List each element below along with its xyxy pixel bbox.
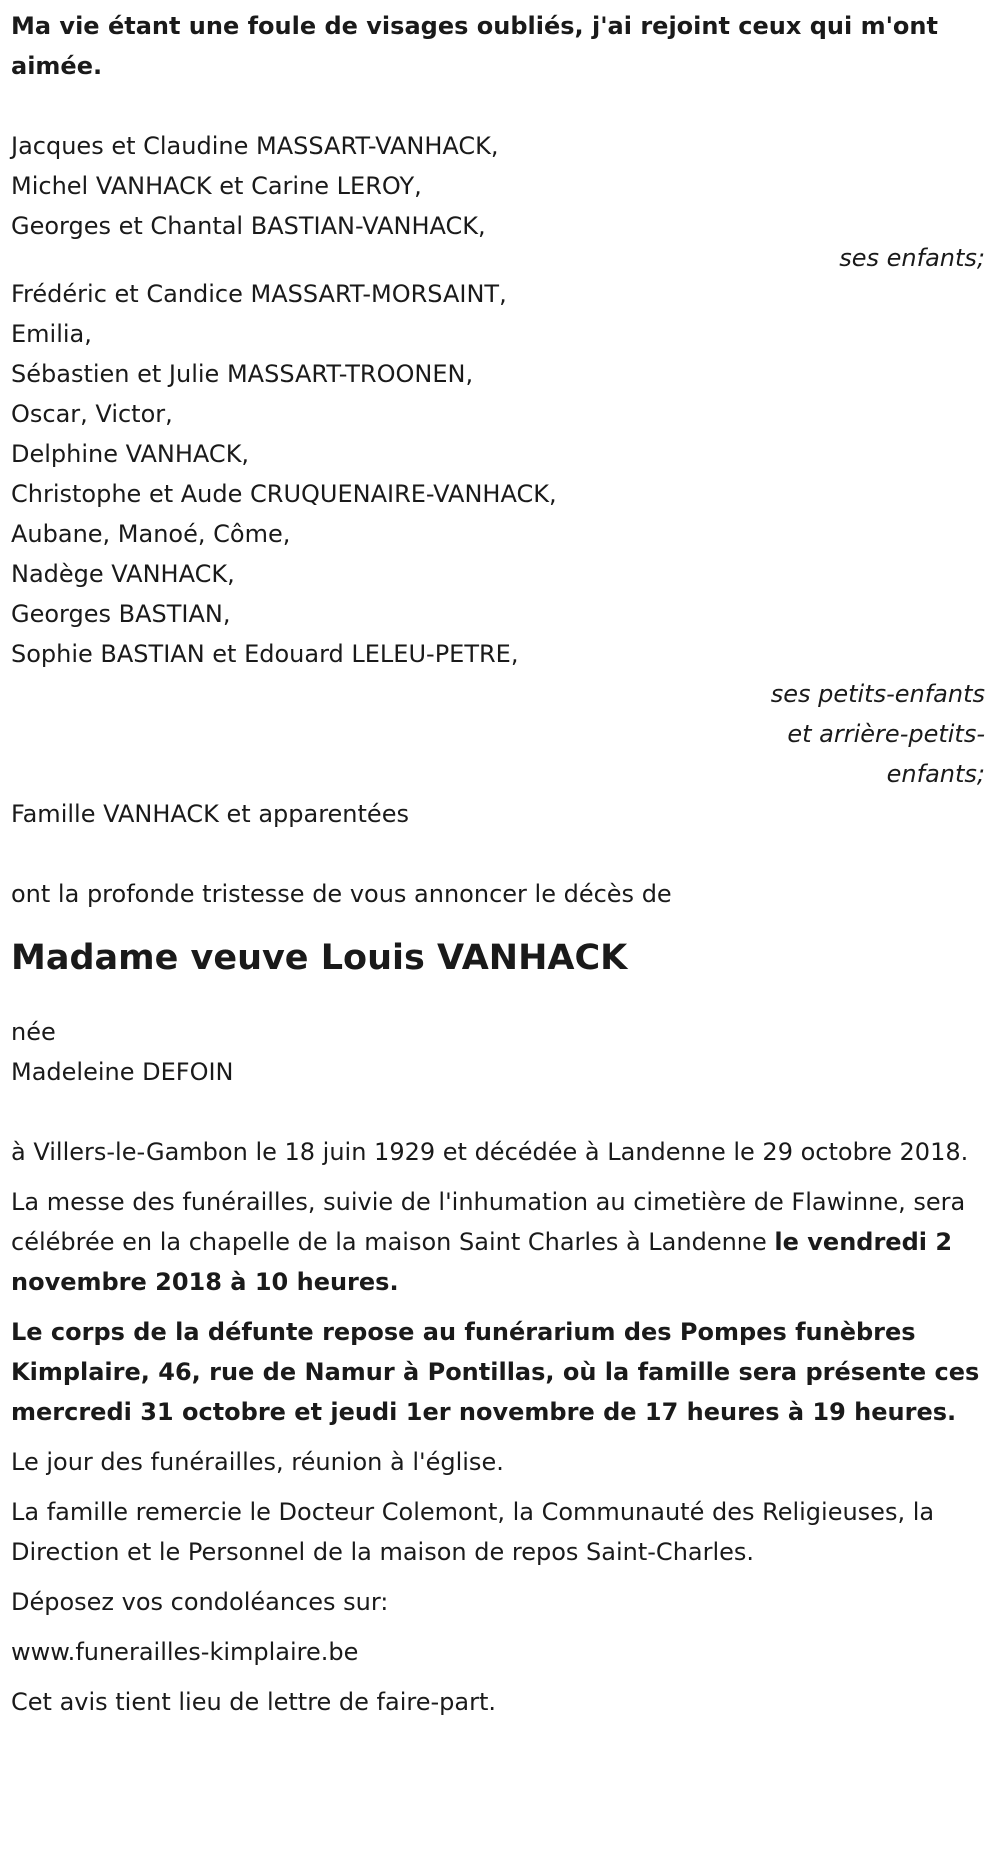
gathering-paragraph: Le jour des funérailles, réunion à l'église. <box>11 1448 504 1476</box>
condolences-label: Déposez vos condoléances sur: <box>11 1588 389 1616</box>
epigraph: Ma vie étant une foule de visages oubliés, j'ai rejoint ceux qui m'ont aimée. <box>11 12 938 80</box>
mass-paragraph <box>11 1182 986 1302</box>
viewing-paragraph: Le corps de la défunte repose au funérarium des Pompes funèbres Kimplaire, 46, rue de Namur à Pontillas, où la famille sera présente ces mercredi 31 octobre et jeudi 1er novembre de 17 heures à 19 heures. <box>11 1318 980 1426</box>
mass-date: le vendredi 2 novembre 2018 à 10 heures. <box>11 1228 953 1296</box>
thanks-paragraph: La famille remercie le Docteur Colemont, la Communauté des Religieuses, la Direction et le Personnel de la maison de repos Saint-Charles. <box>11 1498 935 1566</box>
grandchildren-label-line: ses petits-enfants <box>770 680 985 708</box>
announcement: ont la profonde tristesse de vous annoncer le décès de <box>11 880 672 908</box>
list-item: Jacques et Claudine MASSART-VANHACK, <box>11 132 499 160</box>
children-list <box>11 126 996 246</box>
maiden-name: Madeleine DEFOIN <box>11 1058 234 1086</box>
birth-death: à Villers-le-Gambon le 18 juin 1929 et décédée à Landenne le 29 octobre 2018. <box>11 1138 969 1166</box>
list-item: Emilia, <box>11 320 92 348</box>
obituary-notice <box>11 6 996 1732</box>
list-item: Frédéric et Candice MASSART-MORSAINT, <box>11 280 507 308</box>
list-item: Michel VANHACK et Carine LEROY, <box>11 172 422 200</box>
children-label: ses enfants; <box>839 244 985 272</box>
list-item: Oscar, Victor, <box>11 400 173 428</box>
list-item: Christophe et Aude CRUQUENAIRE-VANHACK, <box>11 480 557 508</box>
grandchildren-label-line: et arrière-petits- <box>787 720 985 748</box>
deceased-name: Madame veuve Louis VANHACK <box>11 938 628 978</box>
list-item: Georges et Chantal BASTIAN-VANHACK, <box>11 212 486 240</box>
list-item: Sébastien et Julie MASSART-TROONEN, <box>11 360 474 388</box>
closing-note: Cet avis tient lieu de lettre de faire-part. <box>11 1688 496 1716</box>
nee-label: née <box>11 1018 56 1046</box>
list-item: Aubane, Manoé, Côme, <box>11 520 291 548</box>
list-item: Georges BASTIAN, <box>11 600 231 628</box>
grandchildren-list <box>11 274 996 674</box>
list-item: Delphine VANHACK, <box>11 440 250 468</box>
list-item: Nadège VANHACK, <box>11 560 235 588</box>
website-link[interactable]: www.funerailles-kimplaire.be <box>11 1638 359 1666</box>
family-line: Famille VANHACK et apparentées <box>11 800 409 828</box>
grandchildren-label <box>11 674 996 794</box>
mass-text: La messe des funérailles, suivie de l'inhumation au cimetière de Flawinne, sera célébrée en la chapelle de la maison Saint Charles à Landenne <box>11 1188 966 1256</box>
grandchildren-label-line: enfants; <box>886 760 985 788</box>
list-item: Sophie BASTIAN et Edouard LELEU-PETRE, <box>11 640 519 668</box>
